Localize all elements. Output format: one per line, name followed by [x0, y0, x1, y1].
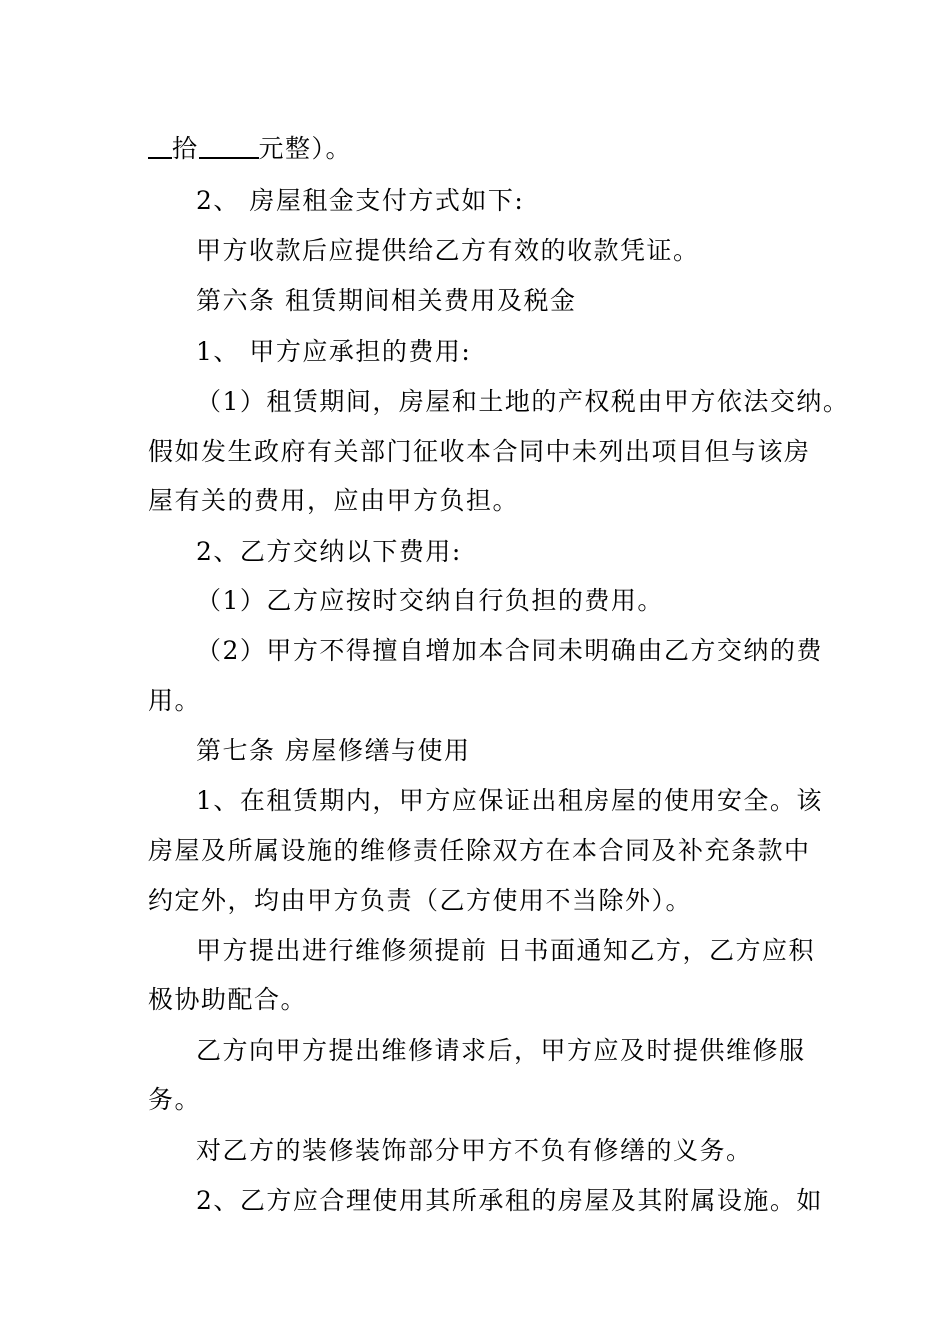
- paragraph-line: 2、乙方交纳以下费用:: [196, 537, 462, 566]
- paragraph-line-amount-tail: [0, 132, 950, 166]
- paragraph-line: 1、在租赁期内，甲方应保证出租房屋的使用安全。该: [196, 786, 823, 815]
- paragraph-line: （1）乙方应按时交纳自行负担的费用。: [196, 586, 664, 615]
- paragraph-line: 2、乙方应合理使用其所承租的房屋及其附属设施。如: [196, 1186, 823, 1215]
- paragraph-line: 甲方提出进行维修须提前 日书面通知乙方，乙方应积: [196, 936, 815, 965]
- section-heading-article-7: 第七条 房屋修缮与使用: [196, 736, 471, 765]
- amount-tail-text: 元整）。: [258, 134, 353, 163]
- paragraph-line: 2、 房屋租金支付方式如下:: [196, 186, 525, 215]
- section-heading-article-6: 第六条 租赁期间相关费用及税金: [196, 286, 577, 315]
- paragraph-line: 房屋及所属设施的维修责任除双方在本合同及补充条款中: [148, 836, 811, 865]
- paragraph-line: 1、 甲方应承担的费用:: [196, 337, 472, 366]
- paragraph-line: 乙方向甲方提出维修请求后，甲方应及时提供维修服: [196, 1036, 806, 1065]
- amount-blank-1: [148, 137, 172, 159]
- amount-blank-2: [199, 137, 259, 159]
- paragraph-line: 务。: [148, 1085, 202, 1114]
- paragraph-line: 假如发生政府有关部门征收本合同中未列出项目但与该房: [148, 437, 811, 466]
- paragraph-line: 对乙方的装修装饰部分甲方不负有修缮的义务。: [196, 1136, 753, 1165]
- paragraph-line: （1）租赁期间，房屋和土地的产权税由甲方依法交纳。: [196, 387, 850, 416]
- paragraph-line: 极协助配合。: [148, 985, 308, 1014]
- paragraph-line: （2）甲方不得擅自增加本合同未明确由乙方交纳的费: [196, 636, 823, 665]
- amount-word-shi: 拾: [172, 134, 199, 163]
- paragraph-line: 用。: [148, 686, 202, 715]
- paragraph-line: 屋有关的费用，应由甲方负担。: [148, 486, 520, 515]
- paragraph-line: 约定外，均由甲方负责（乙方使用不当除外）。: [148, 886, 693, 915]
- paragraph-line: 甲方收款后应提供给乙方有效的收款凭证。: [196, 236, 700, 265]
